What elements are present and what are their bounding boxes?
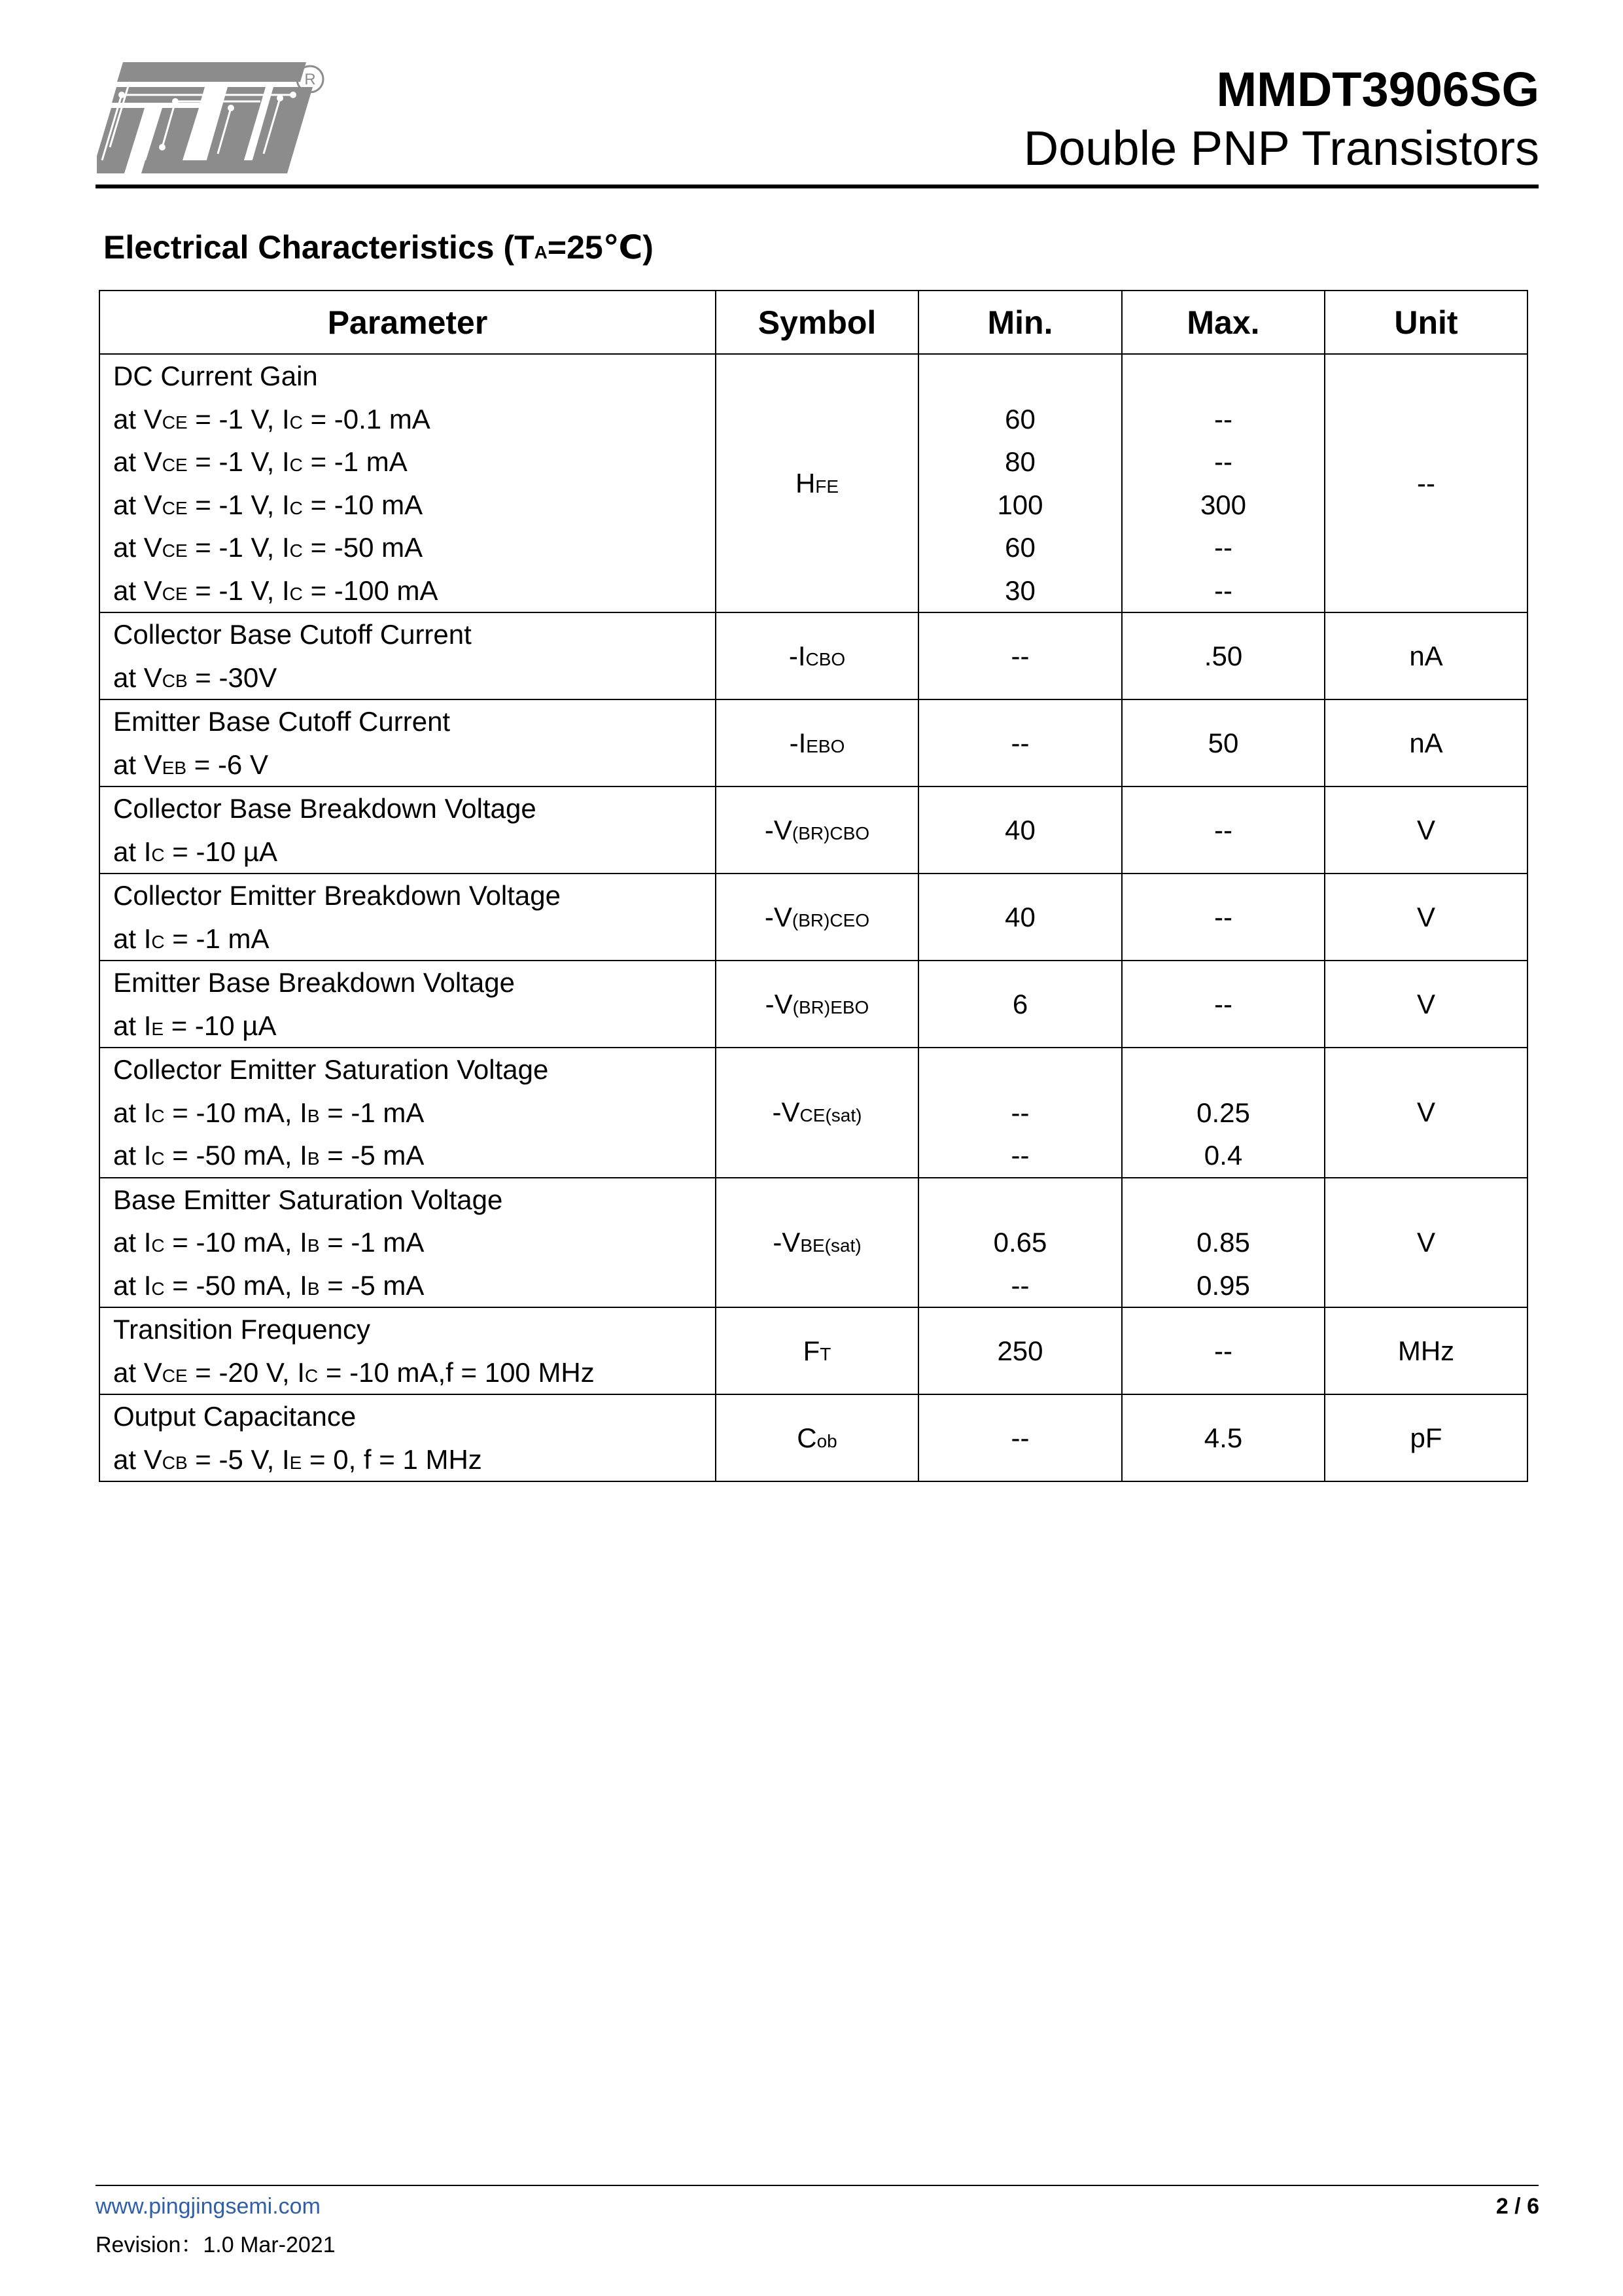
value-line: 300 — [1200, 489, 1247, 520]
max-cell — [1122, 612, 1325, 699]
column-header: Symbol — [716, 291, 918, 354]
parameter-line: Collector Emitter Breakdown Voltage — [113, 880, 561, 911]
parameter-line: at IC = -10 µA — [113, 836, 278, 867]
column-header: Unit — [1325, 291, 1527, 354]
value-line: 50 — [1208, 727, 1239, 758]
max-cell — [1122, 1394, 1325, 1481]
company-logo — [97, 62, 334, 179]
symbol-cell: -VBE(sat) — [716, 1178, 918, 1308]
value-line: 0.95 — [1196, 1269, 1250, 1301]
website-link[interactable]: www.pingjingsemi.com — [96, 2194, 321, 2219]
parameter-line: at IC = -10 mA, IB = -1 mA — [113, 1227, 425, 1258]
electrical-characteristics-table — [99, 290, 1528, 1482]
part-number: MMDT3906SG — [1216, 62, 1539, 116]
column-header: Max. — [1122, 291, 1325, 354]
value-line: -- — [1214, 814, 1232, 845]
parameter-line: Output Capacitance — [113, 1401, 357, 1432]
value-line: 4.5 — [1204, 1422, 1243, 1453]
parameter-cell — [99, 612, 716, 699]
symbol-cell: -VCE(sat) — [716, 1048, 918, 1178]
symbol-cell: -V(BR)EBO — [716, 961, 918, 1048]
value-line: -- — [1214, 403, 1232, 434]
parameter-line: Collector Emitter Saturation Voltage — [113, 1054, 549, 1085]
footer-divider — [96, 2185, 1539, 2186]
unit-cell: pF — [1325, 1394, 1527, 1481]
symbol-cell: -V(BR)CBO — [716, 786, 918, 874]
unit-cell: V — [1325, 1048, 1527, 1178]
unit-cell: MHz — [1325, 1307, 1527, 1394]
parameter-line: Emitter Base Cutoff Current — [113, 706, 451, 737]
parameter-line: at VCE = -1 V, IC = -100 mA — [113, 574, 438, 606]
unit-cell: V — [1325, 786, 1527, 874]
parameter-line: at VCB = -5 V, IE = 0, f = 1 MHz — [113, 1443, 482, 1475]
table-row — [99, 612, 1527, 699]
table-row — [99, 699, 1527, 786]
parameter-line: Emitter Base Breakdown Voltage — [113, 967, 515, 998]
value-line: 0.4 — [1204, 1140, 1243, 1171]
value-line: -- — [1011, 727, 1030, 758]
min-cell — [918, 961, 1122, 1048]
max-cell — [1122, 786, 1325, 874]
value-line: 100 — [997, 489, 1043, 520]
symbol-cell: FT — [716, 1307, 918, 1394]
value-line: 40 — [1005, 814, 1036, 845]
value-line — [1123, 355, 1324, 398]
value-line: -- — [1214, 446, 1232, 477]
value-line: 0.25 — [1196, 1097, 1250, 1128]
table-row — [99, 1307, 1527, 1394]
value-line: -- — [1011, 1422, 1030, 1453]
max-cell — [1122, 961, 1325, 1048]
column-header: Parameter — [99, 291, 716, 354]
parameter-line: at IC = -50 mA, IB = -5 mA — [113, 1269, 425, 1301]
symbol-cell: Cob — [716, 1394, 918, 1481]
value-line: -- — [1214, 574, 1232, 606]
value-line: 0.85 — [1196, 1227, 1250, 1258]
unit-cell: -- — [1325, 354, 1527, 612]
max-cell — [1122, 1048, 1325, 1178]
min-cell — [918, 786, 1122, 874]
parameter-line: at IE = -10 µA — [113, 1010, 277, 1041]
value-line: -- — [1011, 1140, 1030, 1171]
value-line: 60 — [1005, 532, 1036, 563]
symbol-cell: -ICBO — [716, 612, 918, 699]
value-line — [919, 355, 1121, 398]
value-line: -- — [1011, 1269, 1030, 1301]
value-line: -- — [1214, 988, 1232, 1019]
value-line — [1123, 1048, 1324, 1091]
value-line: .50 — [1204, 640, 1243, 671]
parameter-line: at VCE = -1 V, IC = -0.1 mA — [113, 403, 430, 434]
max-cell — [1122, 874, 1325, 961]
parameter-line: at VEB = -6 V — [113, 749, 268, 780]
svg-text:R: R — [304, 71, 316, 88]
parameter-line: at VCE = -1 V, IC = -10 mA — [113, 489, 423, 520]
value-line: -- — [1214, 901, 1232, 932]
unit-cell: V — [1325, 1178, 1527, 1308]
parameter-line: Collector Base Breakdown Voltage — [113, 793, 536, 824]
table-row — [99, 786, 1527, 874]
value-line: 250 — [997, 1335, 1043, 1366]
parameter-line: Base Emitter Saturation Voltage — [113, 1184, 503, 1215]
value-line: 60 — [1005, 403, 1036, 434]
parameter-line: at VCE = -1 V, IC = -50 mA — [113, 532, 423, 563]
value-line: 6 — [1012, 988, 1028, 1019]
section-title: Electrical Characteristics (TA=25℃) — [103, 229, 654, 266]
parameter-cell — [99, 699, 716, 786]
unit-cell: nA — [1325, 699, 1527, 786]
parameter-cell — [99, 1394, 716, 1481]
max-cell — [1122, 699, 1325, 786]
value-line: -- — [1214, 1335, 1232, 1366]
parameter-line: at IC = -1 mA — [113, 923, 270, 954]
min-cell — [918, 1048, 1122, 1178]
max-cell — [1122, 1178, 1325, 1308]
table-row — [99, 1178, 1527, 1308]
revision-info: Revision：1.0 Mar-2021 — [96, 2233, 336, 2257]
parameter-line: at IC = -10 mA, IB = -1 mA — [113, 1097, 425, 1128]
table-header-row — [99, 291, 1527, 354]
table-row — [99, 354, 1527, 612]
table-row — [99, 961, 1527, 1048]
value-line: -- — [1011, 640, 1030, 671]
parameter-cell — [99, 354, 716, 612]
part-description: Double PNP Transistors — [1023, 121, 1539, 175]
value-line — [1123, 1178, 1324, 1222]
unit-cell: nA — [1325, 612, 1527, 699]
min-cell — [918, 354, 1122, 612]
parameter-cell — [99, 1307, 716, 1394]
value-line: 0.65 — [993, 1227, 1047, 1258]
symbol-cell: -IEBO — [716, 699, 918, 786]
min-cell — [918, 1307, 1122, 1394]
parameter-line: DC Current Gain — [113, 361, 318, 391]
table-row — [99, 1048, 1527, 1178]
parameter-cell — [99, 961, 716, 1048]
min-cell — [918, 1394, 1122, 1481]
parameter-line: Transition Frequency — [113, 1314, 370, 1345]
value-line: -- — [1214, 532, 1232, 563]
parameter-line: Collector Base Cutoff Current — [113, 619, 472, 650]
value-line: 30 — [1005, 574, 1036, 606]
max-cell — [1122, 1307, 1325, 1394]
parameter-cell — [99, 1178, 716, 1308]
min-cell — [918, 699, 1122, 786]
parameter-line: at IC = -50 mA, IB = -5 mA — [113, 1140, 425, 1171]
min-cell — [918, 1178, 1122, 1308]
parameter-line: at VCB = -30V — [113, 662, 277, 693]
value-line — [919, 1178, 1121, 1222]
max-cell — [1122, 354, 1325, 612]
table-row — [99, 1394, 1527, 1481]
table-body — [99, 354, 1527, 1481]
unit-cell: V — [1325, 961, 1527, 1048]
symbol-cell: -V(BR)CEO — [716, 874, 918, 961]
min-cell — [918, 612, 1122, 699]
parameter-cell — [99, 874, 716, 961]
parameter-line: at VCE = -20 V, IC = -10 mA,f = 100 MHz — [113, 1356, 595, 1388]
value-line: 80 — [1005, 446, 1036, 477]
page-number: 2 / 6 — [1495, 2194, 1539, 2219]
symbol-cell: HFE — [716, 354, 918, 612]
table-row — [99, 874, 1527, 961]
parameter-cell — [99, 786, 716, 874]
value-line: 40 — [1005, 901, 1036, 932]
unit-cell: V — [1325, 874, 1527, 961]
value-line — [919, 1048, 1121, 1091]
value-line: -- — [1011, 1097, 1030, 1128]
min-cell — [918, 874, 1122, 961]
parameter-line: at VCE = -1 V, IC = -1 mA — [113, 446, 408, 477]
column-header: Min. — [918, 291, 1122, 354]
parameter-cell — [99, 1048, 716, 1178]
header-divider — [96, 185, 1539, 188]
